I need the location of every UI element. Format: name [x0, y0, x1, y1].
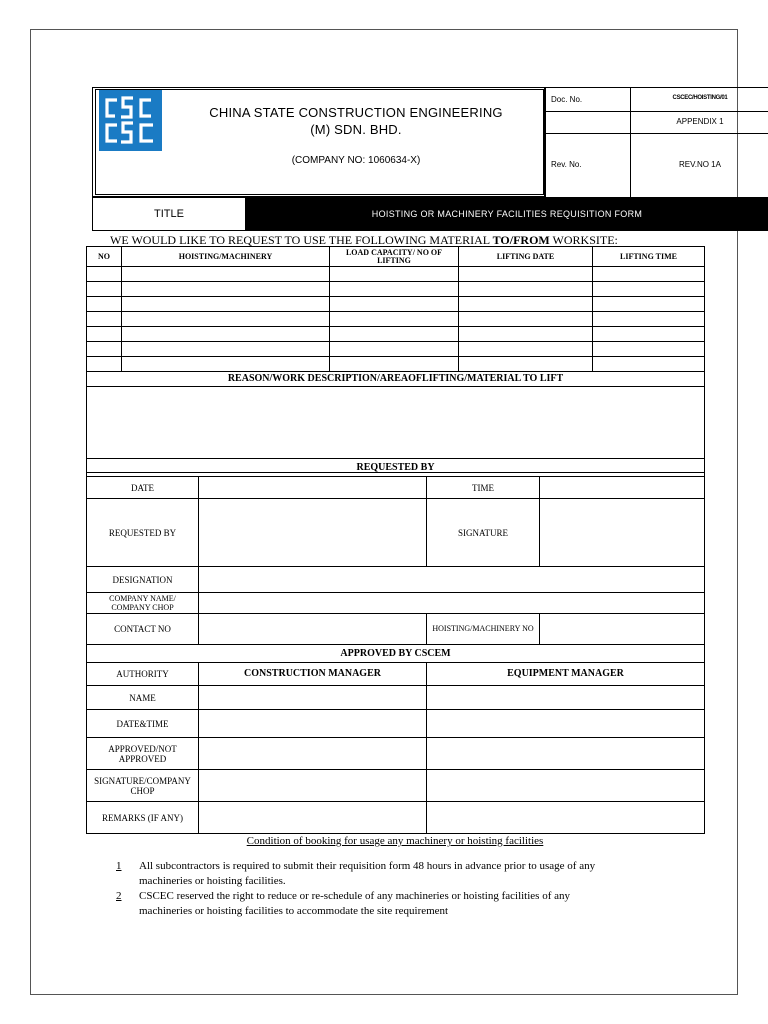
table-cell[interactable]: [87, 312, 122, 327]
company-name-label: COMPANY NAME/ COMPANY CHOP: [87, 593, 199, 614]
requested-by-label: REQUESTED BY: [87, 499, 199, 567]
table-cell[interactable]: [593, 357, 705, 372]
doc-divider: [544, 133, 768, 134]
time-label: TIME: [427, 477, 540, 499]
equipment-manager-datetime-field[interactable]: [427, 710, 705, 738]
table-cell[interactable]: [593, 297, 705, 312]
condition-item: [116, 889, 570, 919]
name-label: NAME: [87, 686, 199, 710]
table-cell[interactable]: [122, 282, 330, 297]
table-cell[interactable]: [330, 357, 459, 372]
request-approval-table: [86, 458, 705, 834]
material-table: [86, 246, 705, 473]
signature-label: SIGNATURE: [427, 499, 540, 567]
appendix-label: APPENDIX 1: [676, 117, 724, 126]
title-label: TITLE: [92, 197, 246, 231]
column-header-load: LOAD CAPACITY/ NO OF LIFTING: [330, 247, 459, 267]
condition-text: CSCEC reserved the right to reduce or re-schedule of any machineries or hoisting facilities of any: [139, 890, 571, 902]
construction-manager-name-field[interactable]: [199, 686, 427, 710]
condition-text-continued: machineries or hoisting facilities to accommodate the site requirement: [139, 905, 449, 917]
table-cell[interactable]: [459, 357, 593, 372]
doc-divider: [544, 111, 768, 112]
condition-item: [116, 859, 595, 889]
rev-no-label: Rev. No.: [551, 160, 582, 169]
date-field[interactable]: [199, 477, 427, 499]
table-row: [87, 327, 705, 342]
table-cell[interactable]: [593, 342, 705, 357]
table-cell[interactable]: [87, 297, 122, 312]
table-cell[interactable]: [87, 282, 122, 297]
table-cell[interactable]: [593, 312, 705, 327]
requested-by-field[interactable]: [199, 499, 427, 567]
construction-manager-signature-field[interactable]: [199, 770, 427, 802]
table-cell[interactable]: [330, 297, 459, 312]
construction-manager-approval-field[interactable]: [199, 738, 427, 770]
date-label: DATE: [87, 477, 199, 499]
condition-text-continued: machineries or hoisting facilities.: [139, 875, 286, 887]
table-cell[interactable]: [330, 267, 459, 282]
doc-divider: [630, 87, 631, 197]
remarks-label: REMARKS (IF ANY): [87, 802, 199, 834]
table-header-row: [87, 247, 705, 267]
table-row: [87, 282, 705, 297]
cscec-logo: [99, 90, 162, 151]
column-header-time: LIFTING TIME: [593, 247, 705, 267]
intro-text-start: WE WOULD LIKE TO REQUEST TO USE THE FOLLOWING MATERIAL: [110, 233, 493, 247]
equipment-manager-header: EQUIPMENT MANAGER: [427, 663, 705, 686]
approved-label: APPROVED/NOT APPROVED: [87, 738, 199, 770]
table-cell[interactable]: [122, 267, 330, 282]
table-row: [87, 267, 705, 282]
equipment-manager-name-field[interactable]: [427, 686, 705, 710]
table-cell[interactable]: [593, 327, 705, 342]
signature-chop-label: SIGNATURE/COMPANY CHOP: [87, 770, 199, 802]
table-cell[interactable]: [330, 342, 459, 357]
authority-label: AUTHORITY: [87, 663, 199, 686]
table-row: [87, 357, 705, 372]
intro-text-end: WORKSITE:: [549, 233, 618, 247]
table-cell[interactable]: [122, 327, 330, 342]
condition-text: All subcontractors is required to submit their requisition form 48 hours in advance prior to usage of any: [139, 860, 596, 872]
table-cell[interactable]: [87, 327, 122, 342]
signature-field[interactable]: [540, 499, 705, 567]
company-name-field[interactable]: [199, 593, 705, 614]
contact-no-field[interactable]: [199, 614, 427, 645]
equipment-manager-approval-field[interactable]: [427, 738, 705, 770]
hoisting-no-label: HOISTING/MACHINERY NO: [427, 614, 540, 645]
table-row: [87, 312, 705, 327]
doc-no-label: Doc. No.: [551, 95, 583, 104]
company-number: (COMPANY NO: 1060634-X): [291, 155, 421, 166]
company-name: [180, 104, 532, 138]
column-header-no: NO: [87, 247, 122, 267]
table-cell[interactable]: [330, 312, 459, 327]
table-cell[interactable]: [459, 267, 593, 282]
equipment-manager-remarks-field[interactable]: [427, 802, 705, 834]
construction-manager-remarks-field[interactable]: [199, 802, 427, 834]
table-cell[interactable]: [593, 267, 705, 282]
designation-label: DESIGNATION: [87, 567, 199, 593]
requested-section-title: REQUESTED BY: [87, 459, 705, 477]
column-header-hoisting: HOISTING/MACHINERY: [122, 247, 330, 267]
table-cell[interactable]: [87, 357, 122, 372]
table-cell[interactable]: [87, 342, 122, 357]
rev-no-value: REV.NO 1A: [679, 160, 721, 169]
table-cell[interactable]: [330, 282, 459, 297]
hoisting-no-field[interactable]: [540, 614, 705, 645]
designation-field[interactable]: [199, 567, 705, 593]
construction-manager-datetime-field[interactable]: [199, 710, 427, 738]
table-row: [87, 342, 705, 357]
table-cell[interactable]: [459, 327, 593, 342]
reason-section-title: REASON/WORK DESCRIPTION/AREAOFLIFTING/MATERIAL TO LIFT: [87, 372, 705, 387]
datetime-label: DATE&TIME: [87, 710, 199, 738]
company-name-line2: (M) SDN. BHD.: [310, 122, 402, 137]
table-cell[interactable]: [122, 312, 330, 327]
contact-no-label: CONTACT NO: [87, 614, 199, 645]
table-cell[interactable]: [459, 342, 593, 357]
company-name-line1: CHINA STATE CONSTRUCTION ENGINEERING: [209, 105, 503, 120]
table-cell[interactable]: [330, 327, 459, 342]
equipment-manager-signature-field[interactable]: [427, 770, 705, 802]
table-cell[interactable]: [459, 312, 593, 327]
intro-text-emphasis: TO/FROM: [492, 233, 550, 247]
table-cell[interactable]: [87, 267, 122, 282]
approved-section-title: APPROVED BY CSCEM: [87, 645, 705, 663]
column-header-date: LIFTING DATE: [459, 247, 593, 267]
form-title: HOISTING OR MACHINERY FACILITIES REQUISITION FORM: [246, 197, 768, 231]
condition-number: 2: [116, 890, 122, 902]
table-cell[interactable]: [459, 282, 593, 297]
doc-no-value: CSCEC/HOISTING/01: [672, 95, 728, 101]
table-cell[interactable]: [122, 357, 330, 372]
table-cell[interactable]: [122, 297, 330, 312]
table-cell[interactable]: [593, 282, 705, 297]
condition-number: 1: [116, 860, 122, 872]
conditions-title: Condition of booking for usage any machinery or hoisting facilities: [246, 835, 544, 847]
table-cell[interactable]: [459, 297, 593, 312]
table-row: [87, 297, 705, 312]
table-cell[interactable]: [122, 342, 330, 357]
construction-manager-header: CONSTRUCTION MANAGER: [199, 663, 427, 686]
time-field[interactable]: [540, 477, 705, 499]
